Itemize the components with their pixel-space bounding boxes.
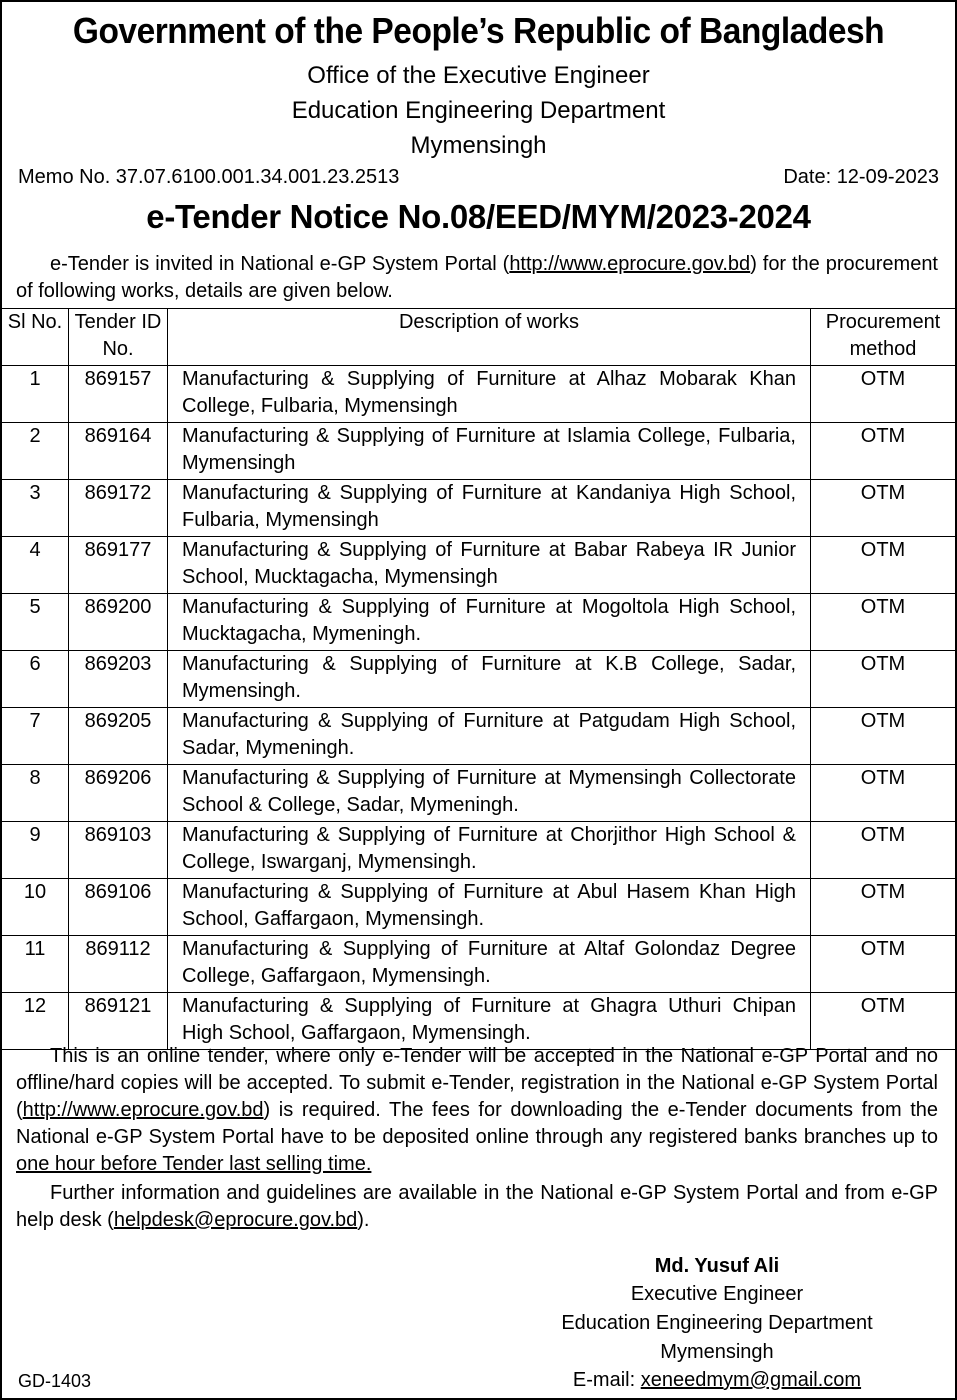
row-sl: 4 — [2, 537, 69, 594]
row-description-cell — [168, 765, 811, 822]
p1-text-b: ) is required. The fees for downloading the e-Tender documents from the National e-GP System Portal have to be deposited online through any registered banks branches up to — [16, 1099, 938, 1148]
row-method: OTM — [811, 993, 956, 1050]
table-row — [2, 423, 955, 480]
table-row — [2, 765, 955, 822]
row-sl: 7 — [2, 708, 69, 765]
row-description: Manufacturing & Supplying of Furniture at K.B College, Sadar, Mymensingh. — [182, 653, 796, 702]
row-tender-id: 869103 — [69, 822, 168, 879]
row-tender-id: 869206 — [69, 765, 168, 822]
row-description: Manufacturing & Supplying of Furniture at Patgudam High School, Sadar, Mymeningh. — [182, 710, 796, 759]
row-method: OTM — [811, 366, 956, 423]
p1-text-a: This is an online tender, where only e-Tender will be accepted in the National e-GP Portal and no offline/hard copies will be accepted. To submit e-Tender, registration in the National e-GP System Portal ( — [16, 1045, 938, 1121]
intro-text-after: ) for the procurement of following works, details are given below. — [16, 253, 938, 302]
p2-text-b: ). — [357, 1209, 370, 1231]
table-row — [2, 936, 955, 993]
office-line-3: Mymensingh — [410, 132, 547, 159]
row-method: OTM — [811, 423, 956, 480]
row-tender-id: 869177 — [69, 537, 168, 594]
signatory-email-link[interactable]: xeneedmym@gmail.com — [640, 1369, 862, 1391]
table-header-row — [2, 309, 955, 366]
government-title: Government of the People’s Republic of Bangladesh — [72, 10, 885, 51]
row-description: Manufacturing & Supplying of Furniture at Islamia College, Fulbaria, Mymensingh — [182, 425, 796, 474]
row-description-cell — [168, 480, 811, 537]
office-line-1: Office of the Executive Engineer — [307, 62, 650, 89]
row-tender-id: 869106 — [69, 879, 168, 936]
row-sl: 8 — [2, 765, 69, 822]
row-tender-id: 869200 — [69, 594, 168, 651]
row-description: Manufacturing & Supplying of Furniture at Babar Rabeya IR Junior School, Mucktagacha, Mymensingh — [182, 539, 796, 588]
signatory-name: Md. Yusuf Ali — [654, 1255, 780, 1277]
table-row — [2, 708, 955, 765]
row-description: Manufacturing & Supplying of Furniture at Alhaz Mobarak Khan College, Fulbaria, Mymensingh — [182, 368, 796, 417]
table-row — [2, 879, 955, 936]
row-method: OTM — [811, 765, 956, 822]
header-description: Description of works — [168, 309, 811, 366]
row-tender-id: 869121 — [69, 993, 168, 1050]
row-description: Manufacturing & Supplying of Furniture at Abul Hasem Khan High School, Gaffargaon, Mymensingh. — [182, 881, 796, 930]
table-row — [2, 651, 955, 708]
row-sl: 9 — [2, 822, 69, 879]
row-sl: 5 — [2, 594, 69, 651]
works-table — [2, 308, 955, 1050]
row-tender-id: 869157 — [69, 366, 168, 423]
row-method: OTM — [811, 480, 956, 537]
row-sl: 3 — [2, 480, 69, 537]
further-info-paragraph — [16, 1180, 938, 1234]
intro-text-before: e-Tender is invited in National e-GP System Portal ( — [50, 253, 510, 275]
row-tender-id: 869205 — [69, 708, 168, 765]
row-description-cell — [168, 423, 811, 480]
row-tender-id: 869172 — [69, 480, 168, 537]
row-method: OTM — [811, 651, 956, 708]
row-description: Manufacturing & Supplying of Furniture at Mogoltola High School, Mucktagacha, Mymeningh. — [182, 596, 796, 645]
row-sl: 2 — [2, 423, 69, 480]
intro-paragraph — [16, 251, 938, 305]
row-tender-id: 869164 — [69, 423, 168, 480]
email-label: E-mail: — [572, 1369, 641, 1391]
row-description: Manufacturing & Supplying of Furniture at Altaf Golondaz Degree College, Gaffargaon, Mymensingh. — [182, 938, 796, 987]
row-description-cell — [168, 993, 811, 1050]
table-row — [2, 993, 955, 1050]
row-description: Manufacturing & Supplying of Furniture at Chorjithor High School & College, Iswarganj, Mymensingh. — [182, 824, 796, 873]
egp-portal-link-2[interactable]: http://www.eprocure.gov.bd — [22, 1099, 264, 1121]
row-tender-id: 869112 — [69, 936, 168, 993]
signatory-email-line — [482, 1369, 952, 1392]
p2-text-a: Further information and guidelines are available in the National e-GP System Portal and from e-GP help desk ( — [16, 1182, 938, 1231]
office-line-2: Education Engineering Department — [291, 97, 666, 124]
row-description-cell — [168, 651, 811, 708]
row-description: Manufacturing & Supplying of Furniture at Mymensingh Collectorate School & College, Sadar, Mymeningh. — [182, 767, 796, 816]
header-procurement-method: Procurement method — [811, 309, 956, 366]
row-sl: 6 — [2, 651, 69, 708]
deadline-note: one hour before Tender last selling time. — [16, 1153, 372, 1175]
row-description: Manufacturing & Supplying of Furniture at Kandaniya High School, Fulbaria, Mymensingh — [182, 482, 796, 531]
table-row — [2, 822, 955, 879]
helpdesk-email-link[interactable]: helpdesk@eprocure.gov.bd — [113, 1209, 358, 1231]
row-description-cell — [168, 936, 811, 993]
row-sl: 11 — [2, 936, 69, 993]
egp-portal-link[interactable]: http://www.eprocure.gov.bd — [509, 253, 751, 275]
row-description-cell — [168, 822, 811, 879]
row-description-cell — [168, 594, 811, 651]
row-sl: 10 — [2, 879, 69, 936]
row-method: OTM — [811, 708, 956, 765]
row-method: OTM — [811, 936, 956, 993]
table-row — [2, 537, 955, 594]
row-description-cell — [168, 708, 811, 765]
row-description-cell — [168, 537, 811, 594]
notice-date: Date: 12-09-2023 — [783, 166, 939, 188]
row-description: Manufacturing & Supplying of Furniture at Ghagra Uthuri Chipan High School, Gaffargaon, Mymensingh. — [182, 995, 796, 1044]
table-row — [2, 480, 955, 537]
row-method: OTM — [811, 594, 956, 651]
row-method: OTM — [811, 537, 956, 594]
header-tender-id: Tender ID No. — [69, 309, 168, 366]
notice-title: e-Tender Notice No.08/EED/MYM/2023-2024 — [146, 198, 811, 235]
header-sl-no: Sl No. — [2, 309, 69, 366]
row-method: OTM — [811, 879, 956, 936]
table-row — [2, 366, 955, 423]
gd-code: GD-1403 — [18, 1371, 92, 1391]
table-row — [2, 594, 955, 651]
row-tender-id: 869203 — [69, 651, 168, 708]
online-tender-paragraph — [16, 1043, 938, 1178]
row-sl: 1 — [2, 366, 69, 423]
signatory-location: Mymensingh — [660, 1341, 774, 1363]
row-description-cell — [168, 879, 811, 936]
memo-number: Memo No. 37.07.6100.001.34.001.23.2513 — [18, 166, 400, 188]
row-method: OTM — [811, 822, 956, 879]
row-sl: 12 — [2, 993, 69, 1050]
row-description-cell — [168, 366, 811, 423]
signatory-department: Education Engineering Department — [561, 1312, 873, 1334]
signatory-designation: Executive Engineer — [630, 1283, 804, 1305]
